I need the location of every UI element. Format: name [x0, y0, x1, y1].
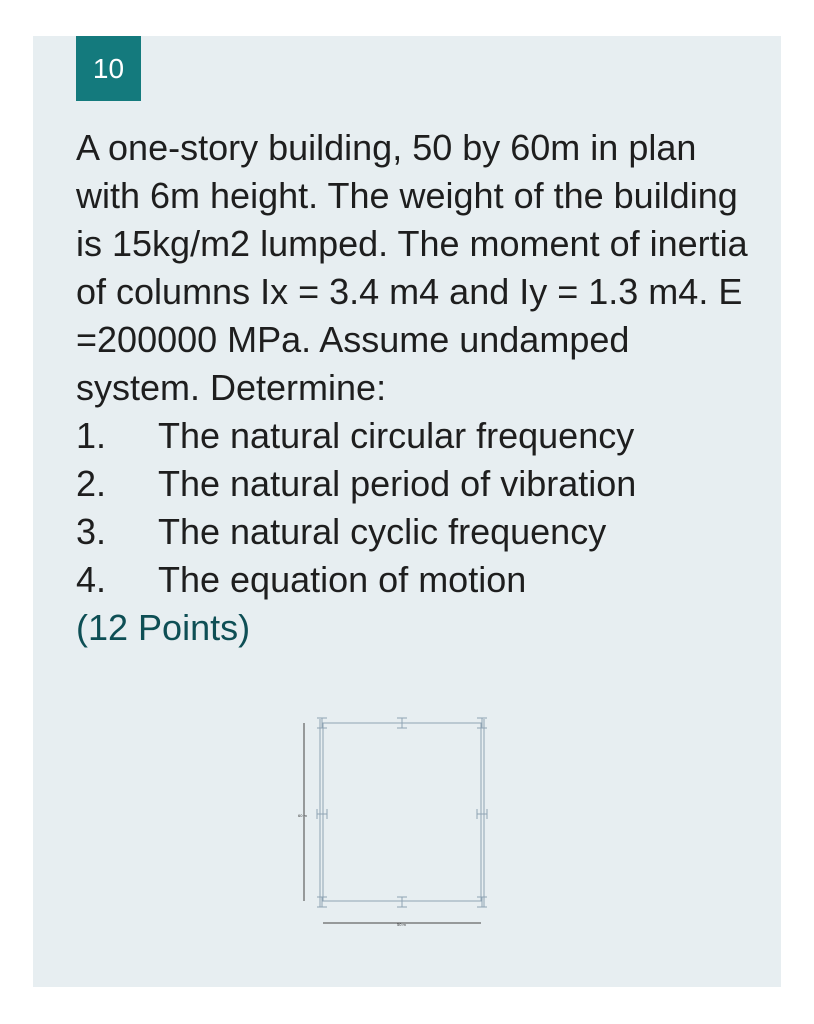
plan-outline: [323, 723, 481, 901]
list-item-text: The equation of motion: [158, 559, 527, 600]
vertical-dimension-label: 60 m: [298, 813, 307, 818]
column-marker: [317, 897, 327, 907]
list-item-number: 2.: [76, 463, 107, 504]
question-number-badge: [76, 36, 141, 101]
question-card: [33, 36, 781, 987]
list-item: [76, 556, 756, 604]
building-plan-diagram-icon: [293, 711, 503, 936]
list-item-text: The natural circular frequency: [158, 415, 635, 456]
horizontal-dimension-label: 50 m: [397, 922, 406, 927]
list-item: [76, 412, 756, 460]
question-number: 10: [92, 52, 125, 84]
column-marker: [477, 809, 487, 819]
column-marker: [477, 897, 487, 907]
question-paragraph: A one-story building, 50 by 60m in plan with 6m height. The weight of the building is 15kg/m2 lumped. The moment of inertia of columns Ix = 3.4 m4 and Iy = 1.3 m4. E =200000 MPa. Assume undamped system. Determine:: [76, 127, 748, 408]
points-label: (12 Points): [76, 607, 251, 648]
list-item: [76, 460, 756, 508]
list-item: [76, 508, 756, 556]
question-body: [76, 124, 756, 652]
question-list: [76, 412, 756, 604]
list-item-number: 4.: [76, 559, 107, 600]
list-item-text: The natural period of vibration: [158, 463, 637, 504]
list-item-number: 1.: [76, 415, 107, 456]
list-item-number: 3.: [76, 511, 107, 552]
column-marker: [397, 897, 407, 907]
column-marker: [317, 809, 327, 819]
building-plan-figure: [293, 711, 503, 936]
list-item-text: The natural cyclic frequency: [158, 511, 607, 552]
